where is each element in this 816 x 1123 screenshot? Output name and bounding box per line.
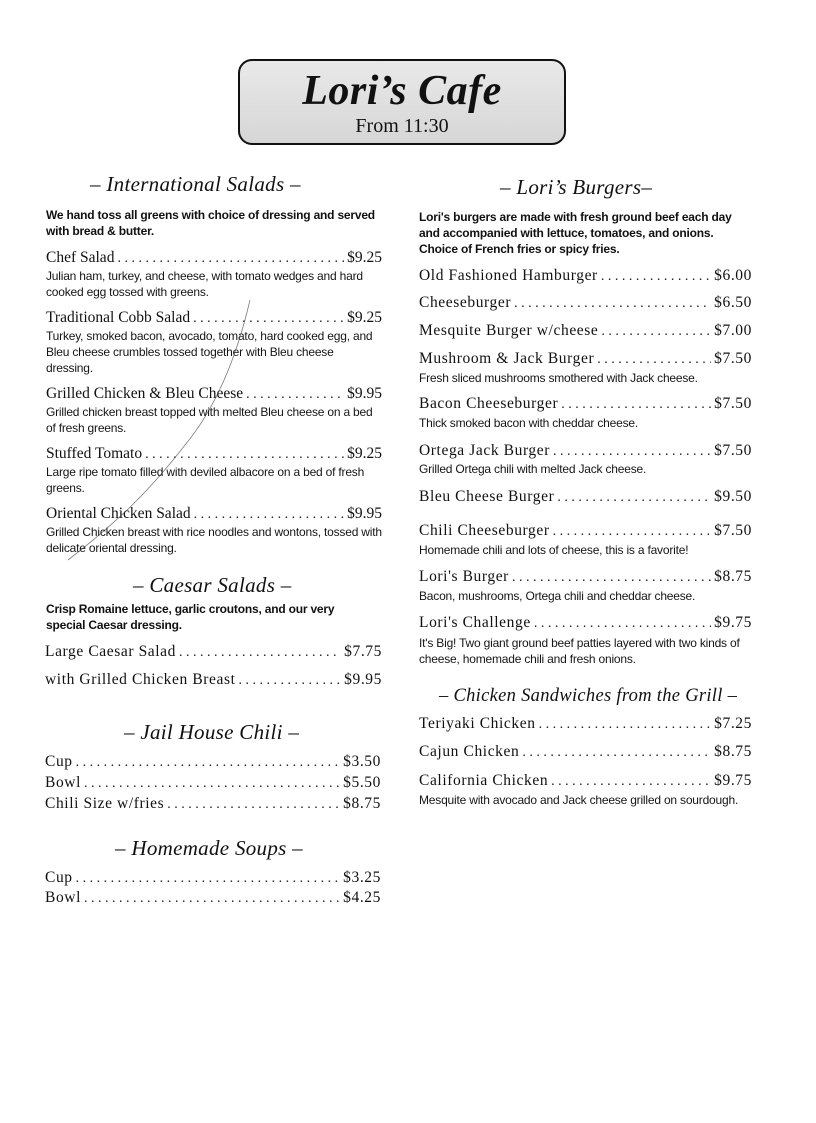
item-price: $9.95 bbox=[347, 505, 382, 522]
item-price: $7.50 bbox=[714, 350, 752, 367]
item-price: $4.25 bbox=[343, 889, 381, 906]
menu-item-cheeseburger bbox=[419, 293, 752, 314]
item-price: $3.25 bbox=[343, 869, 381, 886]
item-price: $9.75 bbox=[714, 772, 752, 789]
item-name: with Grilled Chicken Breast bbox=[45, 671, 236, 688]
item-name: Chili Size w/fries bbox=[45, 795, 165, 812]
menu-item-oriental-chicken-salad bbox=[46, 504, 382, 525]
menu-item-chef-salad bbox=[46, 248, 382, 269]
item-name: Lori's Challenge bbox=[419, 614, 531, 631]
item-name: Mesquite Burger w/cheese bbox=[419, 322, 599, 339]
item-description: Grilled chicken breast topped with melted Bleu cheese on a bed of fresh greens. bbox=[46, 405, 373, 435]
menu-item-ortega-jack-burger bbox=[419, 441, 752, 462]
menu-item-bacon-cheeseburger bbox=[419, 394, 752, 415]
item-description: Mesquite with avocado and Jack cheese grilled on sourdough. bbox=[419, 793, 739, 807]
item-price: $9.75 bbox=[714, 614, 752, 631]
item-name: Cheeseburger bbox=[419, 294, 512, 311]
item-price: $7.50 bbox=[714, 395, 752, 412]
item-description: Bacon, mushrooms, Ortega chili and cheddar cheese. bbox=[419, 589, 696, 603]
item-name: Grilled Chicken & Bleu Cheese bbox=[46, 385, 244, 402]
title-box bbox=[238, 59, 566, 145]
item-description: Grilled Chicken breast with rice noodles and wontons, tossed with delicate oriental dressing. bbox=[46, 525, 382, 555]
menu-item-loris-challenge bbox=[419, 613, 752, 634]
item-name: Cup bbox=[45, 753, 73, 770]
item-name: Bowl bbox=[45, 889, 81, 906]
section-heading-caesar-salads: – Caesar Salads – bbox=[133, 573, 292, 597]
item-description: Grilled Ortega chili with melted Jack cheese. bbox=[419, 462, 647, 476]
menu-item-cajun-chicken bbox=[419, 742, 752, 763]
menu-item-chili-cheeseburger bbox=[419, 521, 752, 542]
item-name: Oriental Chicken Salad bbox=[46, 505, 191, 522]
item-price: $9.25 bbox=[347, 309, 382, 326]
item-price: $7.50 bbox=[714, 442, 752, 459]
menu-item-chili-bowl bbox=[45, 773, 381, 794]
section-heading-homemade-soups: – Homemade Soups – bbox=[115, 836, 303, 860]
section-heading-jail-house-chili: – Jail House Chili – bbox=[124, 720, 300, 744]
item-description: Julian ham, turkey, and cheese, with tomato wedges and hard cooked egg tossed with greens. bbox=[46, 269, 363, 299]
item-price: $6.50 bbox=[714, 294, 752, 311]
section-heading-international-salads: – International Salads – bbox=[90, 172, 301, 196]
item-price: $6.00 bbox=[714, 267, 752, 284]
menu-item-california-chicken bbox=[419, 771, 752, 792]
item-name: Chef Salad bbox=[46, 249, 115, 266]
item-name: Chili Cheeseburger bbox=[419, 522, 550, 539]
item-name: Teriyaki Chicken bbox=[419, 715, 536, 732]
item-name: Lori's Burger bbox=[419, 568, 509, 585]
menu-item-mushroom-jack-burger bbox=[419, 349, 752, 370]
item-price: $8.75 bbox=[343, 795, 381, 812]
salads-intro: We hand toss all greens with choice of dressing and served with bread & butter. bbox=[46, 208, 375, 238]
item-name: Stuffed Tomato bbox=[46, 445, 143, 462]
item-price: $9.50 bbox=[714, 488, 752, 505]
item-name: California Chicken bbox=[419, 772, 549, 789]
menu-item-mesquite-burger bbox=[419, 321, 752, 342]
burgers-intro: Lori's burgers are made with fresh ground beef each day and accompanied with lettuce, tomatoes, and onions. Choice of French fries or spicy fries. bbox=[419, 210, 732, 256]
item-price: $9.95 bbox=[347, 385, 382, 402]
menu-item-stuffed-tomato bbox=[46, 444, 382, 465]
caesar-intro: Crisp Romaine lettuce, garlic croutons, and our very special Caesar dressing. bbox=[46, 602, 335, 632]
item-name: Ortega Jack Burger bbox=[419, 442, 551, 459]
item-price: $8.75 bbox=[714, 568, 752, 585]
cafe-name: Lori’s Cafe bbox=[302, 68, 502, 114]
menu-item-chili-size bbox=[45, 794, 381, 815]
item-price: $8.75 bbox=[714, 743, 752, 760]
item-description: Turkey, smoked bacon, avocado, tomato, hard cooked egg, and Bleu cheese crumbles tossed together with Bleu cheese dressing. bbox=[46, 329, 373, 375]
menu-item-chili-cup bbox=[45, 752, 381, 773]
item-name: Cajun Chicken bbox=[419, 743, 520, 760]
item-price: $5.50 bbox=[343, 774, 381, 791]
menu-item-soup-bowl bbox=[45, 888, 381, 909]
item-name: Mushroom & Jack Burger bbox=[419, 350, 595, 367]
menu-item-caesar-with-chicken bbox=[45, 670, 382, 691]
item-description: Homemade chili and lots of cheese, this is a favorite! bbox=[419, 543, 689, 557]
item-price: $3.50 bbox=[343, 753, 381, 770]
menu-item-old-fashioned-hamburger bbox=[419, 266, 752, 287]
item-name: Traditional Cobb Salad bbox=[46, 309, 191, 326]
item-name: Bleu Cheese Burger bbox=[419, 488, 555, 505]
menu-item-bleu-cheese-burger bbox=[419, 487, 752, 508]
section-heading-loris-burgers: – Lori’s Burgers– bbox=[500, 175, 653, 199]
menu-item-soup-cup bbox=[45, 868, 381, 889]
item-description: Fresh sliced mushrooms smothered with Jack cheese. bbox=[419, 371, 698, 385]
item-name: Large Caesar Salad bbox=[45, 643, 177, 660]
item-description: It's Big! Two giant ground beef patties layered with two kinds of cheese, homemade chili and fresh onions. bbox=[419, 636, 740, 666]
menu-item-teriyaki-chicken bbox=[419, 714, 752, 735]
item-price: $9.25 bbox=[347, 445, 382, 462]
section-heading-chicken-sandwiches: – Chicken Sandwiches from the Grill – bbox=[439, 686, 738, 706]
menu-item-loris-burger bbox=[419, 567, 752, 588]
item-description: Large ripe tomato filled with deviled albacore on a bed of fresh greens. bbox=[46, 465, 365, 495]
menu-item-grilled-chicken-bleu bbox=[46, 384, 382, 405]
item-price: $7.75 bbox=[344, 643, 382, 660]
item-description: Thick smoked bacon with cheddar cheese. bbox=[419, 416, 638, 430]
item-price: $7.25 bbox=[714, 715, 752, 732]
item-name: Bacon Cheeseburger bbox=[419, 395, 559, 412]
item-name: Cup bbox=[45, 869, 73, 886]
item-name: Old Fashioned Hamburger bbox=[419, 267, 598, 284]
item-price: $7.00 bbox=[714, 322, 752, 339]
item-price: $9.95 bbox=[344, 671, 382, 688]
item-name: Bowl bbox=[45, 774, 81, 791]
item-price: $9.25 bbox=[347, 249, 382, 266]
opening-hours: From 11:30 bbox=[355, 115, 449, 137]
item-price: $7.50 bbox=[714, 522, 752, 539]
menu-item-large-caesar bbox=[45, 642, 382, 663]
menu-item-cobb-salad bbox=[46, 308, 382, 329]
